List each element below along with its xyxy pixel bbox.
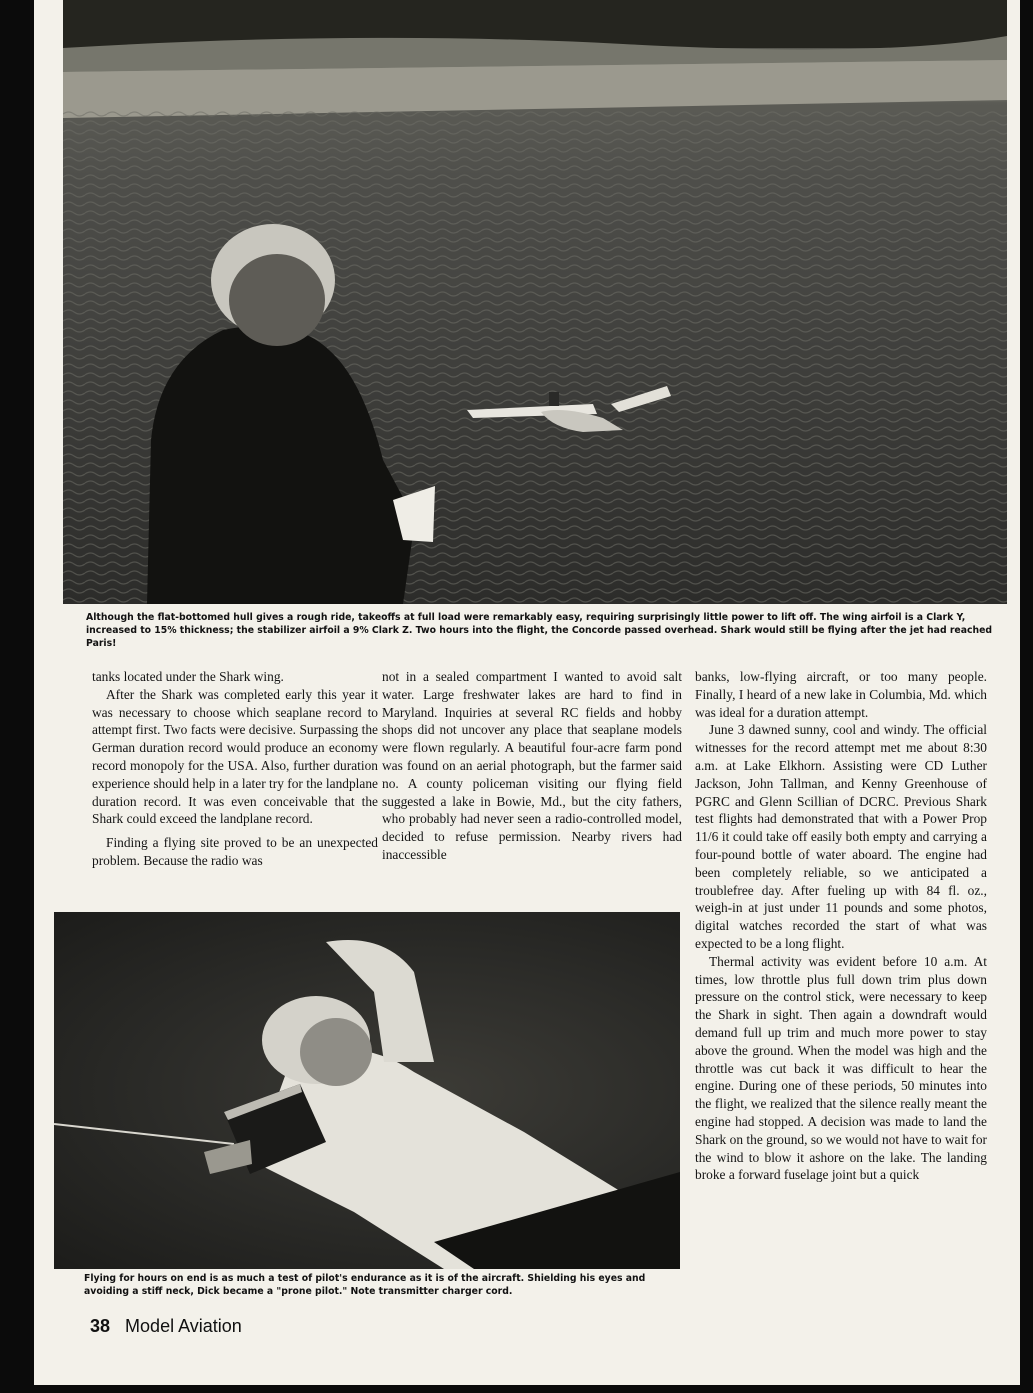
pilot-lying — [254, 940, 680, 1269]
text-column-2 — [382, 668, 682, 864]
paragraph: banks, low-flying aircraft, or too many people. Finally, I heard of a new lake in Columbia, Md. which was ideal for a duration attempt. — [695, 669, 987, 720]
paragraph: After the Shark was completed early this year it was necessary to choose which seaplane record to attempt first. Two facts were decisive. Surpassing the German duration record would produce an economy record monopoly for the USA. Also, further duration experience should help in a later try for the landplane duration record. It was even conceivable that the Shark could exceed the landplane record. — [92, 686, 378, 827]
prone-pilot-illustration — [54, 912, 680, 1269]
page-footer — [90, 1316, 242, 1337]
page-number: 38 — [90, 1316, 111, 1336]
paragraph: tanks located under the Shark wing. — [92, 669, 284, 684]
paragraph: Thermal activity was evident before 10 a.m. At times, low throttle plus full down trim plus down pressure on the control stick, were necessary to keep the Shark in sight. Then again a downdraft would demand full up trim and much more power to stay above the ground. When the model was high and the throttle was cut back it was difficult to hear the engine. During one of these periods, 50 minutes into the flight, we realized that the silence really meant the engine had stopped. A decision was made to land the Shark on the ground, so we would not have to wait for the wind to blow it ashore on the lake. The landing broke a forward fuselage joint but a quick — [695, 953, 987, 1183]
paragraph: June 3 dawned sunny, cool and windy. The official witnesses for the record attempt met me about 8:30 a.m. at Lake Elkhorn. Assisting were CD Luther Jackson, John Tallman, and Kenny Greenhouse of PGRC and Glenn Scillian of DCRC. Previous Shark test flights had demonstrated that with a Power Prop 11/6 it could take off easily both empty and carrying a four-pound bottle of water aboard. The engine had been completely reliable, so we anticipated a troublefree day. After fueling up with 84 fl. oz., weigh-in at just under 11 pounds and some photos, digital watches recorded the start of what was expected to be a long flight. — [695, 722, 987, 951]
seaplane-lake-photo — [63, 0, 1007, 604]
bottom-photo-caption: Flying for hours on end is as much a test of pilot's endurance as it is of the aircraft. Shielding his eyes and avoiding a stiff neck, Dick became a "prone pilot." Note transmitter charger cord. — [84, 1273, 646, 1297]
paragraph: Finding a flying site proved to be an unexpected problem. Because the radio was — [92, 835, 378, 868]
top-photo-caption: Although the flat-bottomed hull gives a rough ride, takeoffs at full load were remarkably easy, requiring surprisingly little power to lift off. The wing airfoil is a Clark Y, increased to 15% thickness; the stabilizer airfoil a 9% Clark Z. Two hours into the flight, the Concorde passed overhead. Shark would still be flying after the jet had reached Paris! — [86, 612, 993, 649]
magazine-page — [34, 0, 1020, 1385]
seaplane-lake-illustration — [63, 0, 1007, 604]
publication-name: Model Aviation — [125, 1316, 242, 1336]
prone-pilot-photo — [54, 912, 680, 1269]
text-column-3 — [695, 668, 987, 1184]
paragraph: not in a sealed compartment I wanted to avoid salt water. Large freshwater lakes are hard to find in Maryland. Inquiries at several RC fields and hobby shops did not uncover any place that seaplane models were flown regularly. A beautiful four-acre farm pond was found on an aerial photograph, but the farmer said no. A county policeman visiting our flying field suggested a lake in Bowie, Md., but the city fathers, who probably had never seen a radio-controlled model, decided to refuse permission. Nearby rivers had inaccessible — [382, 669, 682, 862]
text-column-1 — [92, 668, 378, 870]
